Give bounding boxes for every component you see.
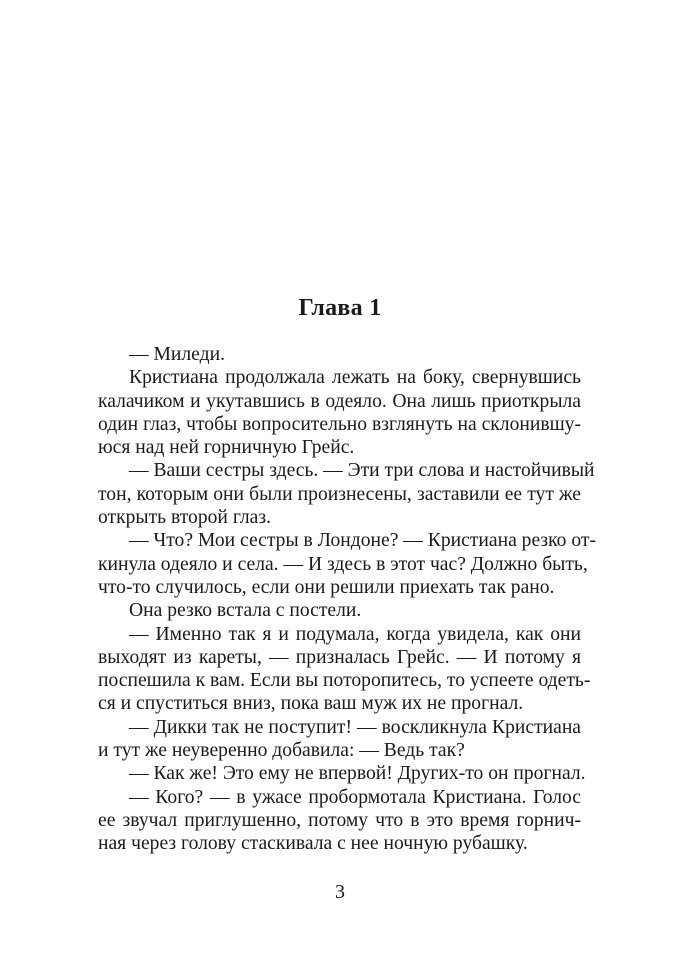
text-line: — Дикки так не поступит! — воскликнула Кристиана [129,716,581,738]
text-line: — Ваши сестры здесь. — Эти три слова и настойчивый [129,460,595,482]
page-number: 3 [335,881,345,903]
text-line: ее звучал приглушенно, потому что в это время горнич- [98,809,581,831]
text-line: поспешила к вам. Если вы поторопитесь, то успеете одеть- [98,670,591,692]
text-line: открыть второй глаз. [98,507,271,529]
text-line: что-то случилось, если они решили приехать так рано. [98,576,555,598]
text-line: юся над ней горничную Грейс. [98,437,355,459]
text-line: — Как же! Это ему не впервой! Других-то он прогнал. [129,763,586,785]
text-line: — Именно так я и подумала, когда увидела, как они [129,623,581,645]
text-line: кинула одеяло и села. — И здесь в этот час? Должно быть, [98,553,588,575]
chapter-title: Глава 1 [298,295,382,321]
text-line: Она резко встала с постели. [129,600,362,622]
text-line: и тут же неуверенно добавила: — Ведь так? [98,740,465,762]
text-line: ся и спуститься вниз, пока ваш муж их не прогнал. [98,693,524,715]
text-line: выходят из кареты, — призналась Грейс. — И потому я [98,646,581,668]
text-line: ная через голову стаскивала с нее ночную рубашку. [98,833,528,855]
text-line: калачиком и укутавшись в одеяло. Она лишь приоткрыла [98,390,581,412]
text-line: — Кого? — в ужасе пробормотала Кристиана. Голос [129,786,581,808]
text-line: тон, которым они были произнесены, заставили ее тут же [98,483,581,505]
text-line: — Что? Мои сестры в Лондоне? — Кристиана резко от- [129,530,596,552]
body-text [98,343,596,856]
text-line: — Миледи. [129,344,225,365]
text-line: Кристиана продолжала лежать на боку, свернувшись [129,367,581,389]
text-line: один глаз, чтобы вопросительно взглянуть на склонившу- [98,413,581,435]
